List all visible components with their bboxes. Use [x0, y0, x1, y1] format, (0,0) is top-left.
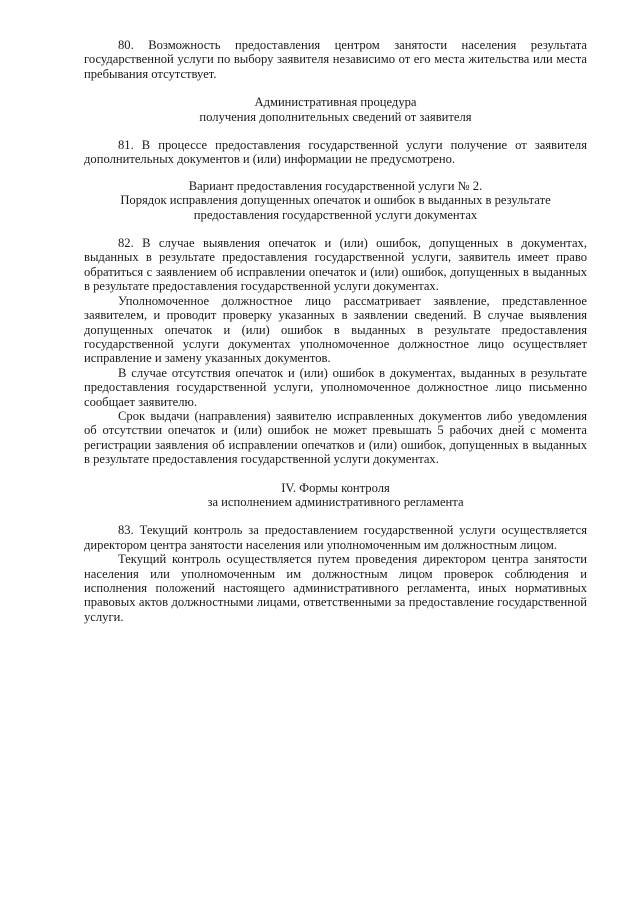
paragraph-82-part2: Уполномоченное должностное лицо рассматривает заявление, представленное заявителем, и проводит проверку указанных в заявлении сведений. В случае выявления допущенных опечаток и (или) ошибок в выданных в результате предоставления государственной услуги документах уполномоченное должностное лицо осуществляет исправление и замену указанных документов. [84, 293, 587, 366]
paragraph-83: 83. Текущий контроль за предоставлением государственной услуги осуществляется директором центра занятости населения или уполномоченным им должностным лицом. [84, 523, 587, 552]
heading-variant-line2: Порядок исправления допущенных опечаток и ошибок в выданных в результате [120, 193, 551, 208]
paragraph-82: 82. В случае выявления опечаток и (или) ошибок, допущенных в документах, выданных в результате предоставления государственной услуги, заявитель имеет право обратиться с заявлением об исправлении опечаток и (или) ошибок, допущенных в выданных в результате предоставления государственной услуги документах. [84, 236, 587, 294]
paragraph-81: 81. В процессе предоставления государственной услуги получение от заявителя дополнительных документов и (или) информации не предусмотрено. [84, 138, 587, 167]
heading-admin-procedure-line2: получения дополнительных сведений от заявителя [199, 109, 472, 124]
document-page [84, 38, 587, 624]
paragraph-80: 80. Возможность предоставления центром занятости населения результата государственной услуги по выбору заявителя независимо от его места жительства или места пребывания отсутствует. [84, 38, 587, 81]
heading-variant-line1: Вариант предоставления государственной услуги № 2. [188, 178, 483, 193]
heading-section4-line1: IV. Формы контроля [281, 480, 390, 495]
paragraph-82-part4: Срок выдачи (направления) заявителю исправленных документов либо уведомления об отсутствии опечаток и (или) ошибок не может превышать 5 рабочих дней с момента регистрации заявления об исправлении опечатков и (или) ошибок, допущенных в выданных в результате предоставления государственной услуги документах. [84, 408, 587, 467]
heading-section4-line2: за исполнением административного регламента [207, 494, 464, 509]
paragraph-83-part2: Текущий контроль осуществляется путем проведения директором центра занятости населения или уполномоченным им должностным лицом проверок соблюдения и исполнения положений настоящего административного регламента, иных нормативных правовых актов должностными лицами, ответственными за предоставление государственной услуги. [84, 552, 587, 624]
paragraph-82-part3: В случае отсутствия опечаток и (или) ошибок в документах, выданных в результате предоставления государственной услуги, уполномоченное должностное лицо письменно сообщает заявителю. [84, 365, 587, 409]
heading-variant-line3: предоставления государственной услуги документах [193, 207, 478, 222]
heading-admin-procedure-line1: Административная процедура [254, 95, 417, 110]
